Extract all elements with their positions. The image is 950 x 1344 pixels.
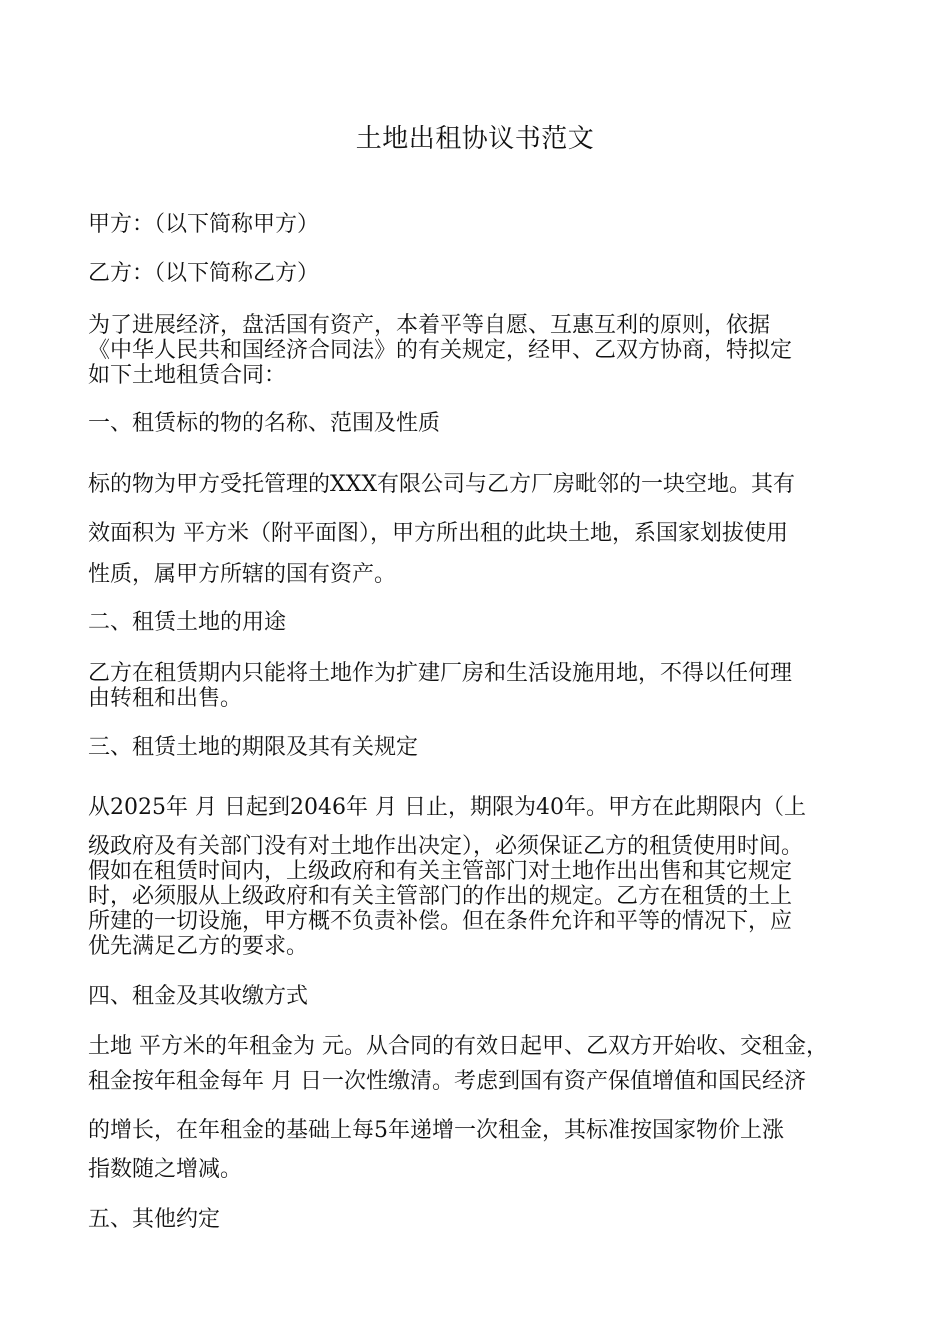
- intro-line: 《中华人民共和国经济合同法》的有关规定，经甲、乙双方协商，特拟定: [88, 338, 793, 363]
- section-line: 由转租和出售。: [88, 686, 243, 711]
- section-line: 效面积为 平方米（附平面图），甲方所出租的此块土地，系国家划拔使用: [88, 521, 788, 546]
- section-line: 级政府及有关部门没有对土地作出决定），必须保证乙方的租赁使用时间。: [88, 834, 804, 859]
- section-line: 标的物为甲方受托管理的XXX有限公司与乙方厂房毗邻的一块空地。其有: [88, 472, 795, 497]
- page-title: 土地出租协议书范文: [355, 124, 595, 154]
- section-heading: 五、其他约定: [88, 1207, 221, 1232]
- section-line: 租金按年租金每年 月 日一次性缴清。考虑到国有资产保值增值和国民经济: [88, 1069, 806, 1094]
- intro-line: 为了进展经济，盘活国有资产，本着平等自愿、互惠互利的原则，依据: [88, 313, 771, 338]
- section-heading: 一、租赁标的物的名称、范围及性质: [88, 411, 441, 436]
- section-heading: 二、租赁土地的用途: [88, 610, 287, 635]
- section-line: 指数随之增减。: [88, 1157, 243, 1182]
- section-line: 所建的一切设施，甲方概不负责补偿。但在条件允许和平等的情况下，应: [88, 909, 793, 934]
- section-line: 性质，属甲方所辖的国有资产。: [88, 562, 397, 587]
- section-line: 时，必须服从上级政府和有关主管部门的作出的规定。乙方在租赁的土上: [88, 884, 793, 909]
- party-b-line: 乙方：（以下简称乙方）: [88, 261, 320, 286]
- section-line: 从2025年 月 日起到2046年 月 日止，期限为40年。甲方在此期限内（上: [88, 795, 806, 820]
- party-a-line: 甲方：（以下简称甲方）: [88, 212, 320, 237]
- intro-line: 如下土地租赁合同：: [88, 363, 287, 388]
- section-line: 乙方在租赁期内只能将土地作为扩建厂房和生活设施用地，不得以任何理: [88, 661, 793, 686]
- section-line: 假如在租赁时间内，上级政府和有关主管部门对土地作出出售和其它规定: [88, 859, 793, 884]
- section-heading: 四、租金及其收缴方式: [88, 984, 309, 1009]
- section-line: 的增长，在年租金的基础上每5年递增一次租金，其标准按国家物价上涨: [88, 1118, 784, 1143]
- section-line: 土地 平方米的年租金为 元。从合同的有效日起甲、乙双方开始收、交租金，: [88, 1034, 828, 1059]
- section-line: 优先满足乙方的要求。: [88, 934, 309, 959]
- section-heading: 三、租赁土地的期限及其有关规定: [88, 735, 419, 760]
